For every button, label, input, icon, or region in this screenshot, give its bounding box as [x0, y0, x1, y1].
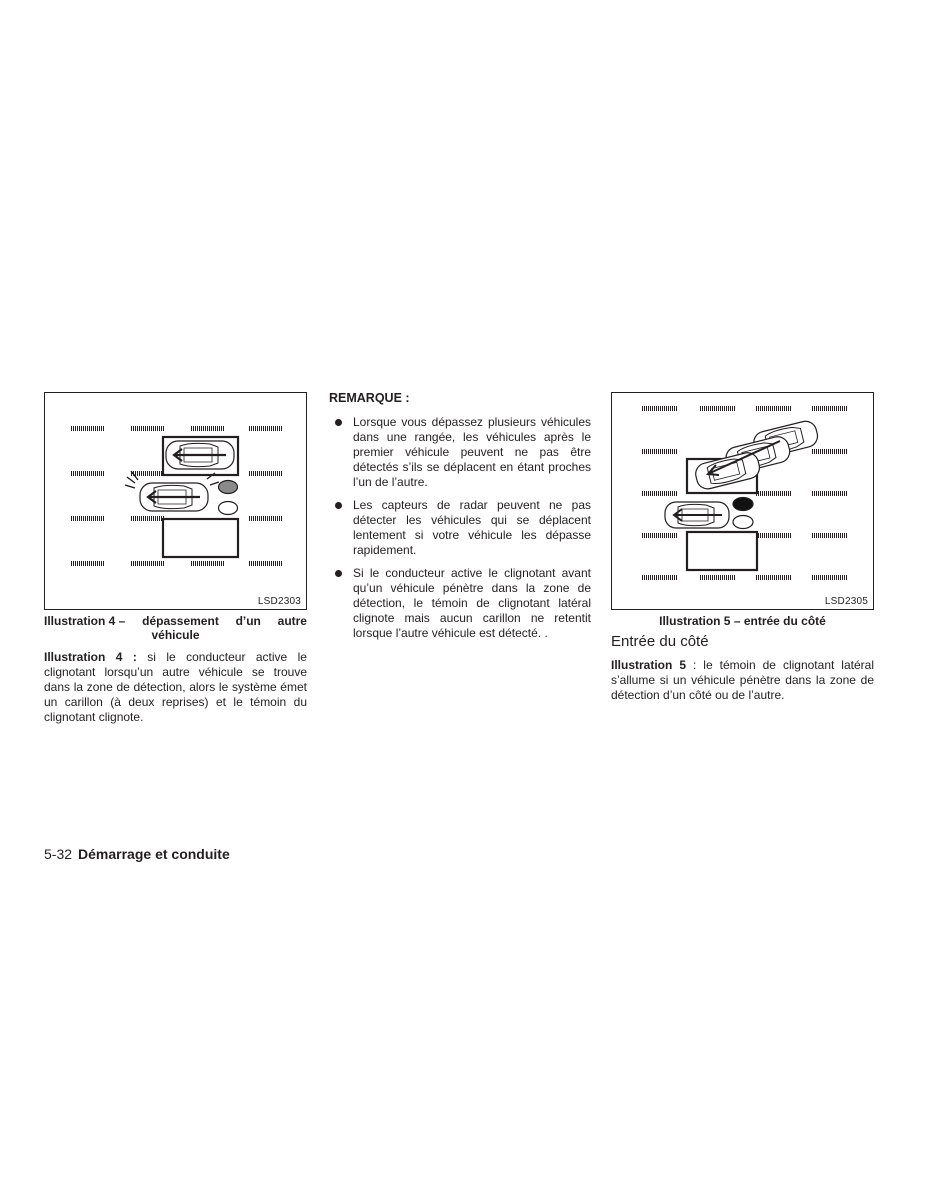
- car-icon: [140, 483, 208, 511]
- car-icon: [166, 441, 234, 469]
- left-column: [44, 392, 307, 725]
- illustration-4-figure: [44, 392, 307, 610]
- bullet-icon: [335, 570, 342, 577]
- page-number: 5-32: [44, 846, 73, 862]
- middle-column: [329, 391, 591, 649]
- detection-zone-box: [163, 519, 238, 557]
- note-heading: REMARQUE :: [329, 391, 410, 405]
- figure-code: LSD2305: [824, 596, 868, 607]
- turn-signal-indicator-icon: [219, 481, 238, 494]
- turn-signal-indicator-icon: [733, 498, 753, 511]
- illustration-5-caption: Illustration 5 – entrée du côté: [659, 614, 826, 628]
- illustration-5-drawing: [612, 393, 873, 609]
- bullet-icon: [335, 419, 342, 426]
- section-title: Entrée du côté: [611, 633, 709, 650]
- bullet-icon: [335, 502, 342, 509]
- illustration-5-paragraph: Illustration 5 : le témoin de clignotant latéral s’allume si un véhicule pénètre dans la zone de détection d’un côté ou de l’autre.: [611, 658, 874, 702]
- note-bullet-list: [329, 415, 591, 641]
- list-item: Les capteurs de radar peuvent ne pas détecter les véhicules qui se déplacent lentement si votre véhicule les dépasse rapidement.: [329, 498, 591, 558]
- detection-zone-box: [687, 532, 757, 570]
- illustration-4-caption: Illustration 4 – dépassement d’un autre véhicule: [44, 614, 307, 642]
- page-footer: [44, 846, 230, 862]
- figure-code: LSD2303: [257, 596, 301, 607]
- list-item: Si le conducteur active le clignotant avant qu’un véhicule pénètre dans la zone de détection, le témoin de clignotant latéral clignote mais aucun carillon ne retentit lorsque l’autre véhicule est détecté. .: [329, 566, 591, 641]
- section-name: Démarrage et conduite: [78, 846, 230, 862]
- turn-signal-indicator-icon: [733, 516, 753, 529]
- illustration-5-figure: [611, 392, 874, 610]
- right-column: [611, 392, 874, 703]
- illustration-4-drawing: [45, 393, 306, 609]
- illustration-4-paragraph: Illustration 4 : si le conducteur active le clignotant lorsqu’un autre véhicule se trouve dans la zone de détection, alors le système émet un carillon (à deux reprises) et le témoin du clignotant clignote.: [44, 650, 307, 724]
- turn-signal-indicator-icon: [219, 502, 238, 515]
- list-item: Lorsque vous dépassez plusieurs véhicules dans une rangée, les véhicules après le premier véhicule peuvent ne pas être détectés s’ils se déplacent en étant proches l’un de l’autre.: [329, 415, 591, 490]
